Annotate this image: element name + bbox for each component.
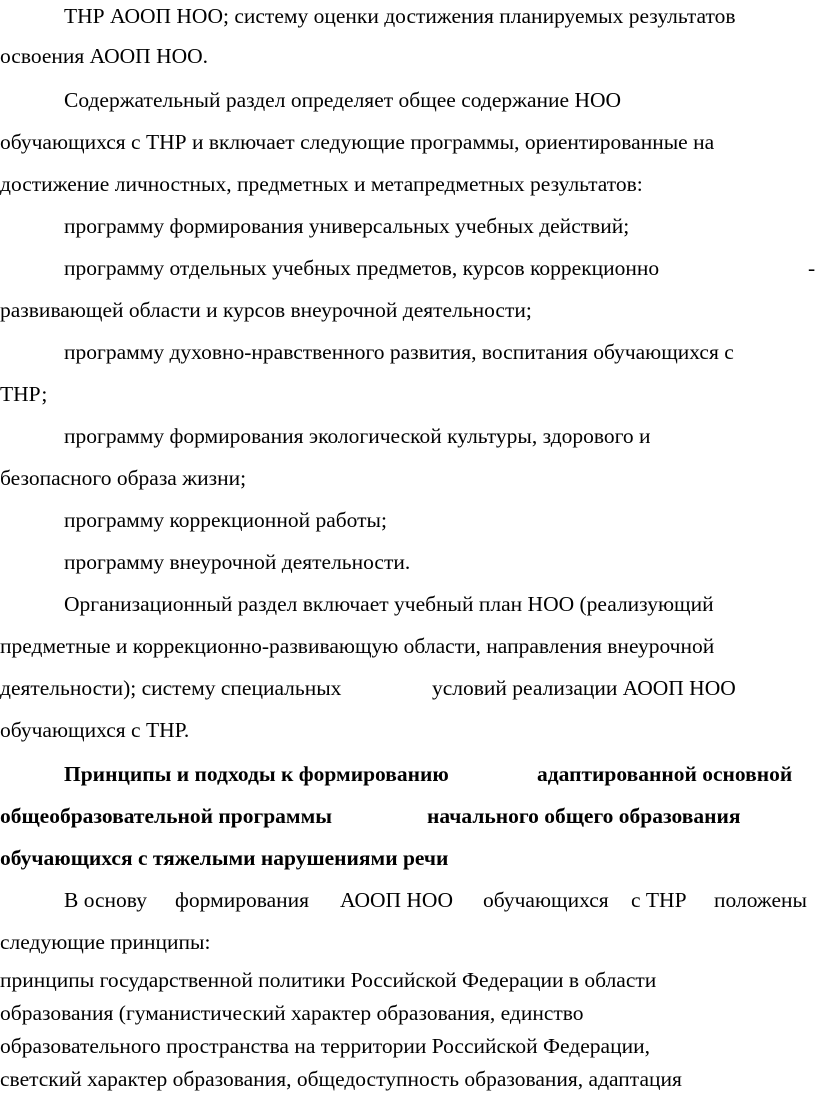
text-line: предметные и коррекционно-развивающую области, направления внеурочной bbox=[0, 634, 715, 658]
text-line: ТНР АООП НОО; систему оценки достижения планируемых результатов bbox=[64, 4, 736, 28]
text-line: формирования bbox=[175, 888, 310, 912]
text-line: достижение личностных, предметных и метапредметных результатов: bbox=[0, 172, 643, 196]
text-line: ТНР; bbox=[0, 382, 48, 406]
text-line: Организационный раздел включает учебный план НОО (реализующий bbox=[64, 592, 714, 616]
text-line: программу отдельных учебных предметов, курсов коррекционно bbox=[64, 256, 660, 280]
text-line: программу внеурочной деятельности. bbox=[64, 550, 411, 574]
section-heading: Принципы и подходы к формированию bbox=[64, 762, 449, 786]
text-line: программу коррекционной работы; bbox=[64, 508, 387, 532]
text-line: положены bbox=[714, 888, 807, 912]
text-line: принципы государственной политики Российской Федерации в области bbox=[0, 968, 657, 992]
text-line: программу формирования универсальных учебных действий; bbox=[64, 214, 630, 238]
text-line: программу духовно-нравственного развития, воспитания обучающихся с bbox=[64, 340, 734, 364]
text-line: В основу bbox=[64, 888, 147, 912]
section-heading: обучающихся с тяжелыми нарушениями речи bbox=[0, 846, 449, 870]
text-line: образования (гуманистический характер образования, единство bbox=[0, 1001, 584, 1025]
text-line: деятельности); систему специальных bbox=[0, 676, 342, 700]
section-heading: общеобразовательной программы bbox=[0, 804, 333, 828]
text-line: программу формирования экологической культуры, здорового и bbox=[64, 424, 651, 448]
text-line: АООП НОО bbox=[340, 888, 453, 912]
text-line: развивающей области и курсов внеурочной деятельности; bbox=[0, 298, 532, 322]
text-line: Содержательный раздел определяет общее содержание НОО bbox=[64, 88, 622, 112]
text-line: следующие принципы: bbox=[0, 930, 211, 954]
text-line: обучающихся bbox=[483, 888, 609, 912]
text-line: обучающихся с ТНР и включает следующие программы, ориентированные на bbox=[0, 130, 715, 154]
section-heading: начального общего образования bbox=[427, 804, 741, 828]
text-line: с ТНР bbox=[631, 888, 687, 912]
text-line: светский характер образования, общедоступность образования, адаптация bbox=[0, 1067, 682, 1091]
section-heading: адаптированной основной bbox=[537, 762, 793, 786]
text-line: освоения АООП НОО. bbox=[0, 44, 209, 68]
text-line: условий реализации АООП НОО bbox=[432, 676, 736, 700]
text-line: обучающихся с ТНР. bbox=[0, 718, 190, 742]
text-line: безопасного образа жизни; bbox=[0, 466, 247, 490]
text-line: образовательного пространства на территории Российской Федерации, bbox=[0, 1034, 650, 1058]
text-line: - bbox=[808, 256, 816, 280]
